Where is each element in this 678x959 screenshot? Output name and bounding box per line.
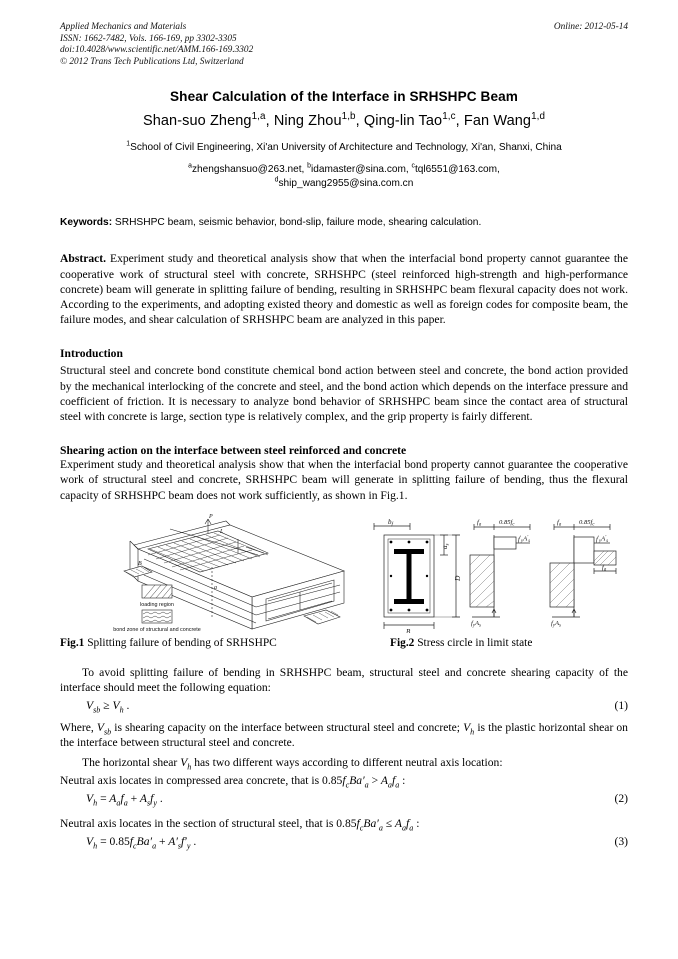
svg-text:0.85fc: $0.85f_c$ <box>579 518 595 528</box>
figure-1-caption-label: Fig.1 <box>60 636 85 649</box>
hs-pre: The horizontal shear <box>82 755 181 769</box>
affiliation <box>60 142 628 153</box>
svg-text:P: P <box>209 513 213 520</box>
avoid-splitting-paragraph: To avoid splitting failure of bending in SRHSHPC beam, structural steel and concrete shearing capacity of the interface should meet the following equation: <box>60 665 628 695</box>
where-paragraph <box>60 720 628 750</box>
figure-1-caption-text: Splitting failure of bending of SRHSHPC <box>84 636 277 649</box>
condition-2-expression: $0.85f_cBa'_a \le A_af_a$ <box>336 817 414 833</box>
svg-text:bf: $b_f$ <box>388 517 393 528</box>
email-line-1 <box>60 163 628 177</box>
svg-text:B: B <box>138 560 142 567</box>
equation-1-body: $V_{sb} \ge V_h$ . <box>86 699 130 715</box>
email-2: idamaster@sina.com, <box>310 164 412 176</box>
svg-text:fyAs: $f_yA_s$ <box>551 619 561 629</box>
keywords <box>60 217 628 228</box>
svg-text:fa: $f_a$ <box>477 518 482 528</box>
symbol-vh-1: $V_h$ <box>463 721 475 737</box>
nac-pre: Neutral axis locates in compressed area concrete, that is <box>60 773 323 787</box>
equation-3-row <box>60 835 628 856</box>
email-3: tql6551@163.com, <box>414 164 500 176</box>
author-2-name: Ning Zhou <box>273 113 342 130</box>
author-3-name: Qing-lin Tao <box>363 113 443 130</box>
affiliation-marker: 1 <box>126 141 131 149</box>
neutral-axis-steel-paragraph <box>60 816 628 831</box>
author-sep-2: , <box>355 113 364 130</box>
where-pre: Where, <box>60 721 97 735</box>
svg-text:a: a <box>214 584 217 591</box>
email-3-marker: c <box>411 163 415 171</box>
svg-text:fa: $f_a$ <box>602 563 607 573</box>
email-4-marker: d <box>274 177 279 185</box>
figure-2-caption <box>390 637 532 649</box>
symbol-vh-2: $V_h$ <box>180 755 192 771</box>
author-list <box>60 113 628 129</box>
email-1: zhengshansuo@263.net, <box>191 164 308 176</box>
figure-1-caption <box>60 637 277 649</box>
shearing-section-heading: Shearing action on the interface between steel reinforced and concrete <box>60 444 407 458</box>
figure-1-legend-bond-swatch <box>142 610 172 623</box>
author-4-name: Fan Wang <box>463 113 532 130</box>
figures-row <box>60 511 628 633</box>
where-post: is the plastic horizontal shear on the interface between structural steel and concrete. <box>60 721 628 750</box>
equation-2-body: $V_h = A_af_a + A_sf_y$ . <box>86 792 163 808</box>
condition-1-expression: $0.85f_cBa'_a > A_af_a$ <box>322 773 400 790</box>
svg-text:B: B <box>406 627 411 633</box>
copyright-line: © 2012 Trans Tech Publications Ltd, Switzerland <box>60 56 244 67</box>
equation-1-number: (1) <box>614 699 628 713</box>
author-sep-3: , <box>455 113 464 130</box>
keywords-text: SRHSHPC beam, seismic behavior, bond-slip, failure mode, shearing calculation. <box>112 217 482 229</box>
figure-1-beam-diagram <box>108 511 358 633</box>
introduction-heading: Introduction <box>60 347 123 361</box>
affiliation-text: School of Civil Engineering, Xi'an University of Architecture and Technology, Xi'an, Shanxi, China <box>130 142 562 154</box>
email-list <box>60 163 628 191</box>
figure-2-caption-label: Fig.2 <box>390 636 415 649</box>
online-date: Online: 2012-05-14 <box>553 22 628 32</box>
page-content <box>60 22 628 856</box>
author-1-name: Shan-suo Zheng <box>142 113 252 130</box>
svg-text:fyAs: $f_yA_s$ <box>471 619 481 629</box>
email-4: ship_wang2955@sina.com.cn <box>278 178 414 190</box>
abstract-label: Abstract. <box>60 252 107 266</box>
equation-2-number: (2) <box>614 792 628 806</box>
introduction-paragraph: Structural steel and concrete bond constitute chemical bond action between steel and concrete, the bond action provided by the mechanical interlocking of the concrete and steel, and the bond action which depends on the interface pressure and coefficient of friction. It is necessary to analyze bond behavior of SRHSHPC beam since the contact area of structural steel with concrete is large, section type is relatively complex, and the grip property is fairly different. <box>60 364 628 423</box>
svg-text:f′yA′s: $f'_yA'_s$ <box>518 535 531 545</box>
abstract <box>60 251 628 327</box>
figure-2-stress-diagram <box>370 513 628 633</box>
shearing-section-paragraph: Experiment study and theoretical analysis show that when the interfacial bond property cannot guarantee the cooperative work of structural steel and concrete, SRHSHPC beam will generate in splitting failure of bending, thus the flexural capacity of SRHSHPC beam does not work sufficiently, as shown in Fig.1. <box>60 458 628 502</box>
page-title: Shear Calculation of the Interface in SRHSHPC Beam <box>170 89 518 105</box>
svg-text:as: $a_s$ <box>441 543 451 549</box>
author-1-marker: 1,a <box>251 111 266 123</box>
equation-3-number: (3) <box>614 835 628 849</box>
issn-line: ISSN: 1662-7482, Vols. 166-169, pp 3302-3305 <box>60 33 237 44</box>
symbol-vsb: $V_{sb}$ <box>96 721 112 737</box>
keywords-label: Keywords: <box>60 217 113 229</box>
figure-captions <box>60 637 628 653</box>
neutral-axis-concrete-paragraph <box>60 773 628 788</box>
figure-2-caption-text: Stress circle in limit state <box>414 636 533 649</box>
figure-1-legend-loading-label: loading region <box>140 601 174 608</box>
svg-text:L: L <box>220 528 224 535</box>
email-2-marker: b <box>307 163 311 171</box>
svg-text:D: D <box>453 575 462 581</box>
author-3-marker: 1,c <box>442 111 456 123</box>
svg-text:f′yA′s: $f'_yA'_s$ <box>596 535 609 545</box>
nas-pre: Neutral axis locates in the section of structural steel, that is <box>60 817 337 831</box>
email-1-marker: a <box>188 163 192 171</box>
email-line-2 <box>60 177 628 191</box>
where-mid: is shearing capacity on the interface between structural steel and concrete; <box>111 721 464 735</box>
svg-text:fa: $f_a$ <box>557 518 562 528</box>
nas-post: : <box>413 817 420 831</box>
nac-post: : <box>399 773 406 787</box>
abstract-text: Experiment study and theoretical analysis show that when the interfacial bond property cannot guarantee the cooperative work of structural steel with concrete, SRHSHPC (steel reinforced high-strength and high-performance concrete) beam will generate in splitting failure of bending, resulting in SRHSHPC beam flexural capacity does not work. According to the experiments, and adopting existed theory and domestic as well as foreign codes for composite beam, the failure modes, and shear calculation of SRHSHPC beam are analyzed in this paper. <box>60 252 628 327</box>
doi-line: doi:10.4028/www.scientific.net/AMM.166-169.3302 <box>60 45 254 56</box>
svg-text:0.85fc: $0.85f_c$ <box>499 518 515 528</box>
journal-name: Applied Mechanics and Materials <box>60 22 187 32</box>
hs-post: has two different ways according to different neutral axis location: <box>191 755 503 769</box>
author-sep-1: , <box>265 113 274 130</box>
equation-1-row <box>60 699 628 720</box>
figure-1-legend-bond-label: bond zone of structural and concrete <box>113 626 201 633</box>
equation-2-row <box>60 792 628 813</box>
figure-1-legend-loading-swatch <box>142 585 172 598</box>
masthead <box>60 22 628 68</box>
author-2-marker: 1,b <box>341 111 356 123</box>
author-4-marker: 1,d <box>531 111 546 123</box>
horizontal-shear-paragraph <box>60 755 628 770</box>
equation-3-body: $V_h = 0.85f_cBa'_a + A'_sf'_y$ . <box>86 835 197 851</box>
